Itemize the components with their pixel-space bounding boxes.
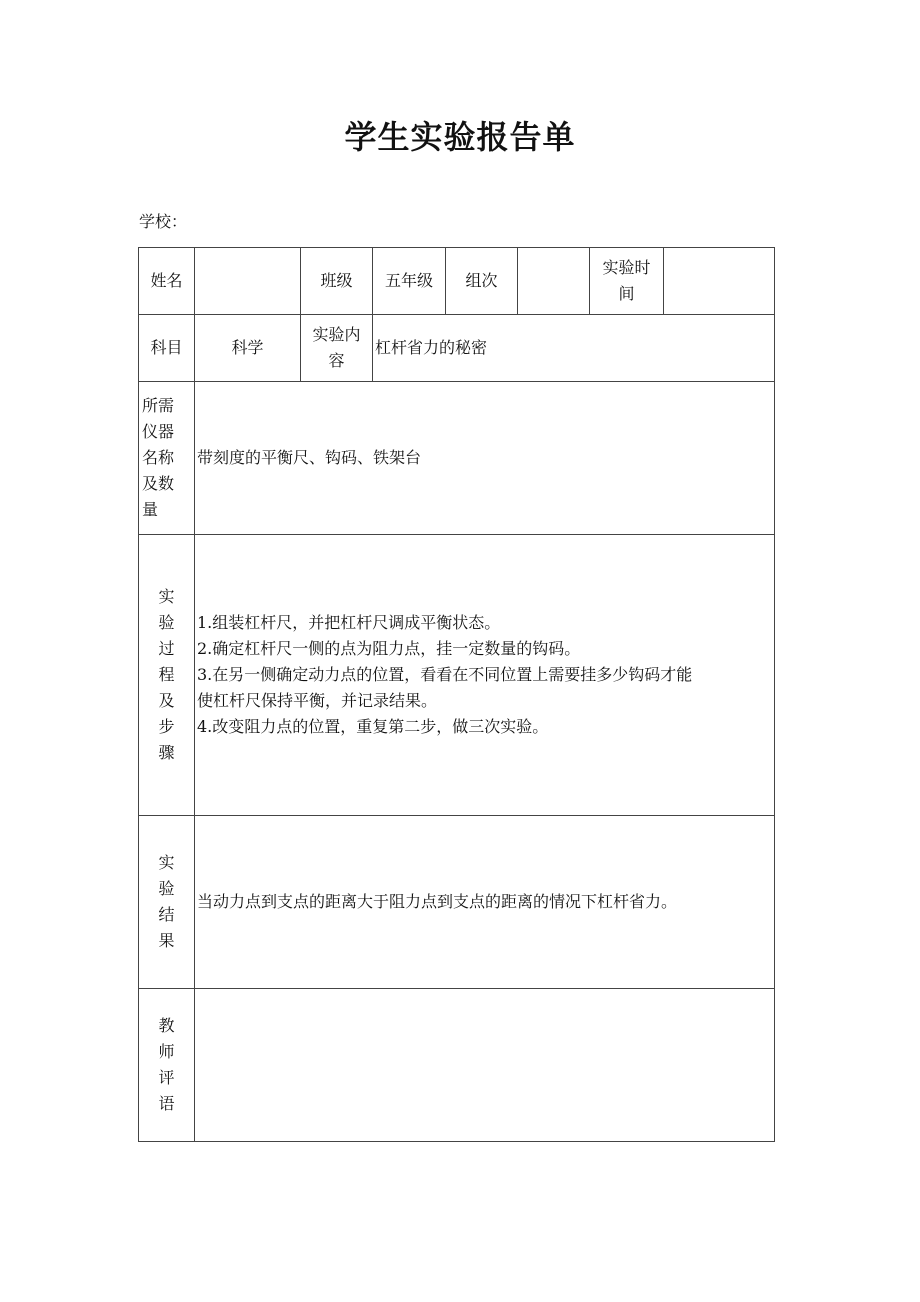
procedure-step: 4.改变阻力点的位置，重复第二步，做三次实验。 <box>197 717 549 736</box>
equipment-row <box>139 382 775 535</box>
procedure-row <box>139 535 775 816</box>
teacher-comment-label-line: 评 <box>158 1068 175 1087</box>
result-label-line: 实 <box>158 853 175 872</box>
procedure-step: 3.在另一侧确定动力点的位置，看看在不同位置上需要挂多少钩码才能 <box>197 665 693 684</box>
procedure-label-line: 实 <box>158 587 175 606</box>
content-label-line1: 实验内 <box>312 325 361 344</box>
class-label: 班级 <box>301 248 373 315</box>
procedure-label-line: 骤 <box>158 743 175 762</box>
name-value[interactable] <box>195 248 301 315</box>
procedure-label-line: 验 <box>158 613 175 632</box>
time-label-line1: 实验时 <box>602 258 651 277</box>
group-value[interactable] <box>518 248 590 315</box>
procedure-step: 使杠杆尺保持平衡，并记录结果。 <box>197 691 438 710</box>
group-label: 组次 <box>446 248 518 315</box>
procedure-step: 1.组装杠杆尺，并把杠杆尺调成平衡状态。 <box>197 613 501 632</box>
content-label-line2: 容 <box>328 351 345 370</box>
procedure-label-line: 及 <box>158 691 175 710</box>
subject-label: 科目 <box>139 315 195 382</box>
info-row-1 <box>139 248 775 315</box>
result-label <box>139 816 195 989</box>
procedure-label-line: 步 <box>158 717 175 736</box>
procedure-steps[interactable] <box>195 535 775 816</box>
content-value[interactable]: 杠杆省力的秘密 <box>373 315 775 382</box>
procedure-label-line: 过 <box>158 639 175 658</box>
procedure-label-line: 程 <box>158 665 175 684</box>
time-label-line2: 间 <box>618 284 635 303</box>
report-table <box>138 247 775 1142</box>
procedure-label <box>139 535 195 816</box>
procedure-step: 2.确定杠杆尺一侧的点为阻力点，挂一定数量的钩码。 <box>197 639 581 658</box>
equipment-label-line: 及数 <box>142 474 175 493</box>
class-value[interactable]: 五年级 <box>373 248 446 315</box>
result-label-line: 验 <box>158 879 175 898</box>
content-label <box>301 315 373 382</box>
school-label: 学校： <box>139 212 188 231</box>
teacher-comment-value[interactable] <box>195 989 775 1142</box>
equipment-label <box>139 382 195 535</box>
teacher-comment-label-line: 师 <box>158 1042 175 1061</box>
equipment-value[interactable]: 带刻度的平衡尺、钩码、铁架台 <box>195 382 775 535</box>
time-value[interactable] <box>664 248 775 315</box>
teacher-comment-row <box>139 989 775 1142</box>
page-title: 学生实验报告单 <box>344 118 576 156</box>
equipment-label-line: 量 <box>142 500 159 519</box>
info-row-2 <box>139 315 775 382</box>
time-label <box>590 248 664 315</box>
result-label-line: 果 <box>158 931 175 950</box>
equipment-label-line: 所需 <box>142 396 175 415</box>
teacher-comment-label-line: 教 <box>158 1016 175 1035</box>
teacher-comment-label <box>139 989 195 1142</box>
subject-value[interactable]: 科学 <box>195 315 301 382</box>
name-label: 姓名 <box>139 248 195 315</box>
equipment-label-line: 仪器 <box>142 422 175 441</box>
equipment-label-line: 名称 <box>142 448 175 467</box>
result-row <box>139 816 775 989</box>
result-value[interactable]: 当动力点到支点的距离大于阻力点到支点的距离的情况下杠杆省力。 <box>195 816 775 989</box>
teacher-comment-label-line: 语 <box>158 1094 175 1113</box>
result-label-line: 结 <box>158 905 175 924</box>
